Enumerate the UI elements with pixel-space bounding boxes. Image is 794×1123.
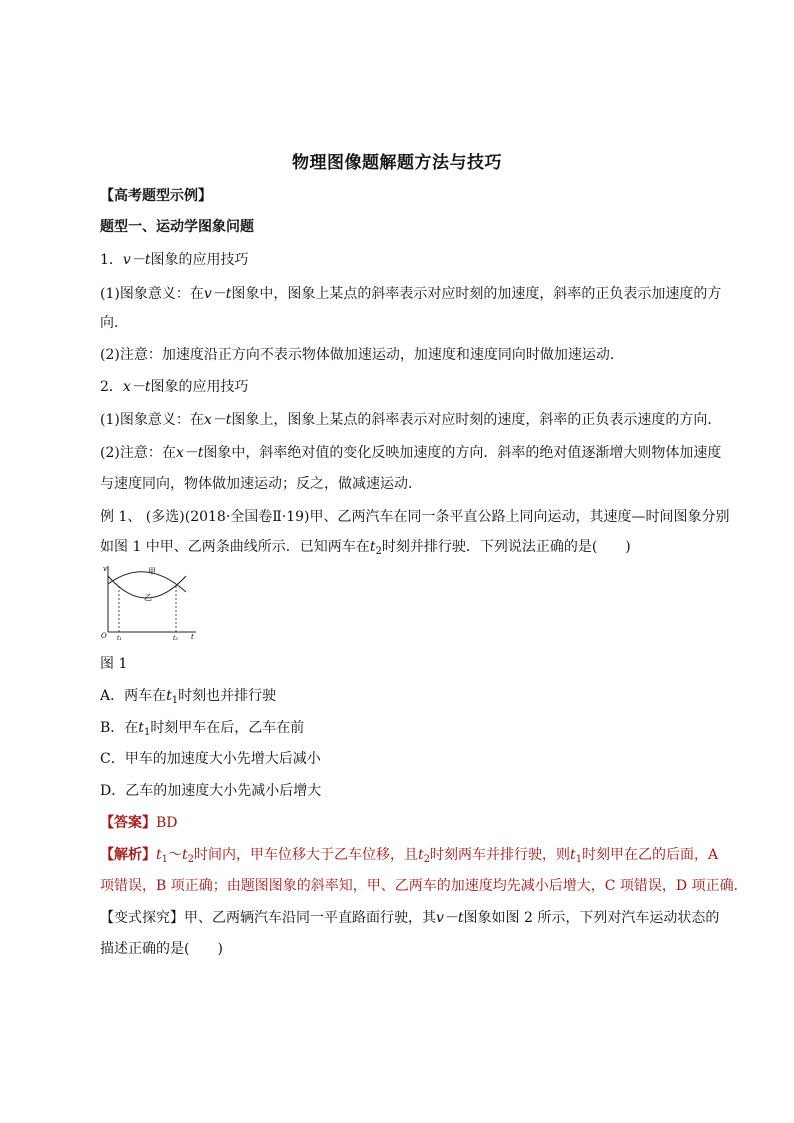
label-yi: 乙 <box>144 593 152 602</box>
analysis-line-2: 项错误，B 项正确；由题图图象的斜率知，甲、乙两车的加速度均先减小后增大，C 项错误，D 项正确． <box>100 878 748 894</box>
tick-label-t1: t₁ <box>117 635 122 642</box>
analysis-text-c: 时刻甲在乙的后面，A <box>582 847 719 863</box>
variant-text-a: 甲、乙两辆汽车沿同一平直路面行驶，其 <box>184 910 436 926</box>
analysis-text-b: 时刻两车并排行驶，则 <box>430 847 571 863</box>
page-title: 物理图像题解题方法与技巧 <box>292 153 502 173</box>
xt-paragraph-2-cont: 与速度同向，物体做加速运动；反之，做减速运动． <box>100 476 422 492</box>
vt-graph-figure <box>100 562 200 642</box>
xt-heading <box>100 377 710 397</box>
option-b-prefix: B．在 <box>100 720 139 736</box>
vt-paragraph-2: (2)注意：加速度沿正方向不表示物体做加速运动，加速度和速度同向时做加速运动． <box>100 347 624 363</box>
analysis-sub1: 1 <box>161 854 169 865</box>
option-a-sub: 1 <box>171 695 179 706</box>
example-l2-var: t <box>369 539 376 555</box>
vt-heading-rest: 图象的应用技巧 <box>150 252 249 268</box>
vt-paragraph-1-cont: 向． <box>100 315 128 331</box>
analysis-var2: t <box>182 847 188 863</box>
example-l2-b: 时刻并排行驶．下列说法正确的是( ) <box>381 539 631 555</box>
vt-p1-b: 图象中，图象上某点的斜率表示对应时刻的加速度，斜率的正负表示加速度的方 <box>231 286 722 302</box>
figure-caption: 图 1 <box>100 656 128 672</box>
example-line-1: 例 1、 (多选)(2018·全国卷Ⅱ·19)甲、乙两汽车在同一条平直公路上同向运动，其速度—时间图象分别 <box>100 509 730 525</box>
option-c: C．甲车的加速度大小先增大后减小 <box>100 751 321 767</box>
analysis-sub2: 2 <box>187 854 195 865</box>
option-a-prefix: A．两车在 <box>100 688 167 704</box>
section-header: 【高考题型示例】 <box>100 188 212 204</box>
answer-tag: 【答案】 <box>100 815 156 831</box>
xt-p1-b: 图象上，图象上某点的斜率表示对应时刻的速度，斜率的正负表示速度的方向． <box>231 412 722 428</box>
example-l2-sub: 2 <box>375 546 382 557</box>
vt-heading <box>100 250 710 270</box>
xt-heading-num: 2． <box>100 379 123 395</box>
option-b-sub: 1 <box>143 727 151 738</box>
option-a-var: t <box>166 688 172 704</box>
option-b <box>100 718 304 743</box>
variant-var: v－t <box>436 910 464 926</box>
label-jia: 甲 <box>148 567 156 576</box>
xt-p1-a: (1)图象意义：在 <box>100 412 204 428</box>
axis-label-t: t <box>191 633 194 641</box>
vt-heading-var: v－t <box>122 252 151 268</box>
xt-p1-var: x－t <box>203 412 232 428</box>
axis-label-v: v <box>103 565 107 573</box>
example-l2-a: 如图 1 中甲、乙两条曲线所示．已知两车在 <box>100 539 370 555</box>
variant-line-1 <box>100 908 720 928</box>
answer-line <box>100 813 710 833</box>
origin-label: O <box>101 632 107 640</box>
vt-heading-num: 1． <box>100 252 123 268</box>
analysis-text-a: 时间内，甲车位移大于乙车位移，且 <box>194 847 419 863</box>
analysis-tag: 【解析】 <box>100 847 156 863</box>
vt-p1-a: (1)图象意义：在 <box>100 286 204 302</box>
option-b-text: 时刻甲车在后，乙车在前 <box>150 720 305 736</box>
analysis-tilde: ～ <box>168 847 183 863</box>
variant-tag: 【变式探究】 <box>100 910 184 926</box>
xt-paragraph-1 <box>100 410 722 430</box>
analysis-var4: t <box>570 847 576 863</box>
variant-text-b: 图象如图 2 所示，下列对汽车运动状态的 <box>463 910 720 926</box>
variant-line-2: 描述正确的是( ) <box>100 941 223 957</box>
xt-p2-a: (2)注意：在 <box>100 445 176 461</box>
answer-value: BD <box>156 815 178 831</box>
xt-heading-var: x－t <box>122 379 151 395</box>
tick-label-t2: t₂ <box>173 635 178 642</box>
curve-jia <box>108 572 186 592</box>
xt-p2-b: 图象中，斜率绝对值的变化反映加速度的方向．斜率的绝对值逐渐增大则物体加速度 <box>203 445 722 461</box>
analysis-line-1 <box>100 845 719 870</box>
option-b-var: t <box>138 720 144 736</box>
xt-paragraph-2 <box>100 443 722 463</box>
vt-paragraph-1 <box>100 284 722 304</box>
xt-p2-var: x－t <box>175 445 204 461</box>
option-a-text: 时刻也并排行驶 <box>178 688 277 704</box>
analysis-sub4: 1 <box>575 854 583 865</box>
analysis-sub3: 2 <box>423 854 431 865</box>
analysis-var1: t <box>156 847 162 863</box>
example-line-2 <box>100 537 710 562</box>
vt-p1-var: v－t <box>203 286 232 302</box>
type1-heading: 题型一、运动学图象问题 <box>100 219 254 235</box>
option-d: D．乙车的加速度大小先减小后增大 <box>100 783 322 799</box>
xt-heading-rest: 图象的应用技巧 <box>150 379 249 395</box>
analysis-var3: t <box>418 847 424 863</box>
option-a <box>100 686 276 711</box>
